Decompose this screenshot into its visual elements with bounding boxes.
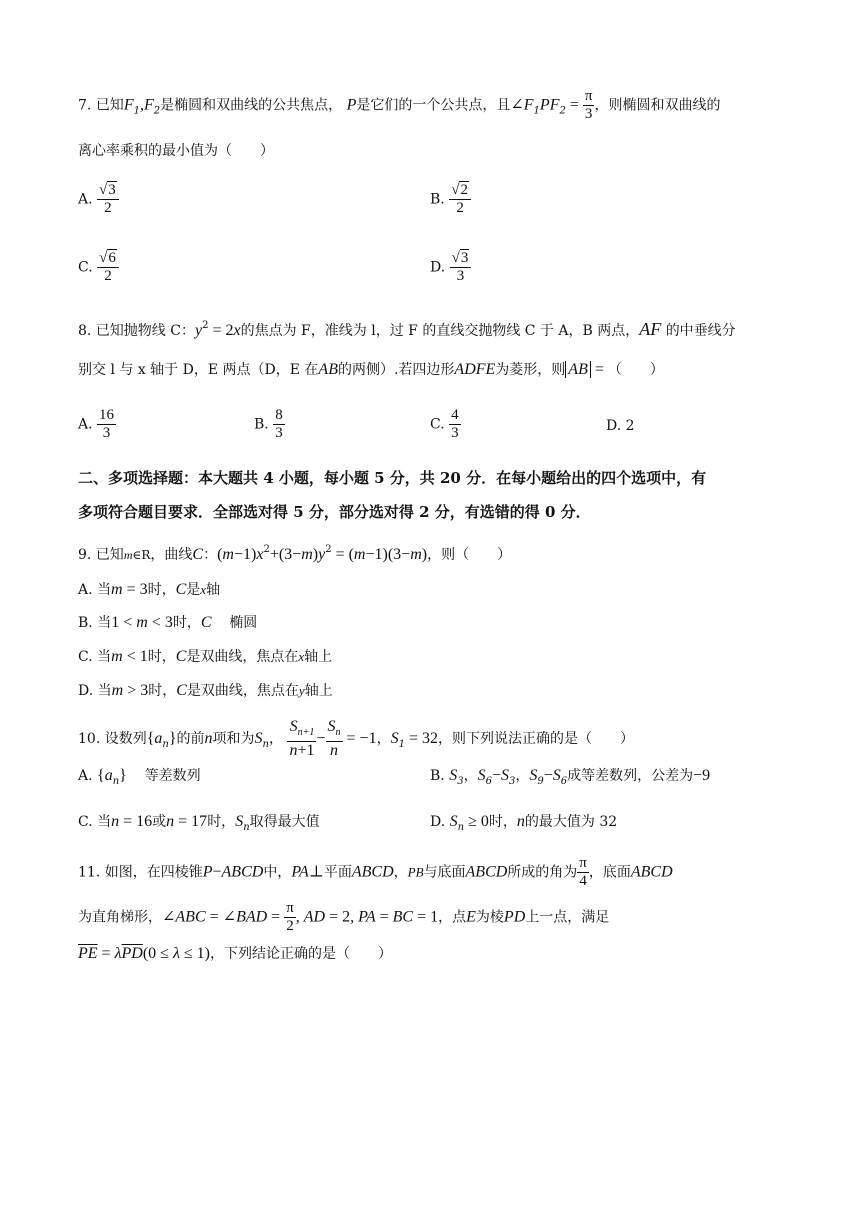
q10-option-c[interactable]: C. 当n = 16或n = 17时，$S_n$取得最大值	[78, 813, 320, 833]
q7-option-b[interactable]: B. $\frac{√2}{2}$	[430, 182, 471, 217]
q8-option-d[interactable]: D. 2	[606, 418, 635, 434]
q7-option-d[interactable]: D. $\frac{√3}{3}$	[430, 250, 471, 285]
q11-line1: 11. 如图，在四棱锥P−ABCD中，PA⊥平面ABCD，PB与底面ABCD所成的角为 $\frac{\pi}{4}$ ，底面ABCD	[78, 855, 673, 889]
q8-option-c[interactable]: C. $\frac{4}{3}$	[430, 407, 459, 441]
q9-option-d[interactable]: D. 当m > 3时，C是双曲线，焦点在y轴上	[78, 682, 333, 699]
q10-stem: 10. 设数列$\{a_n\}$的前n项和为$S_n$， $\frac{S_{n+1}}{n+1}$ − $\frac{S_n}{n}$ = −1，$S_1 = 32$，则下列说法正确的是（ ）	[78, 718, 634, 759]
q9-option-a[interactable]: A. 当m = 3时，C是x轴	[78, 581, 221, 598]
q7-line2: 离心率乘积的最小值为（ ）	[78, 143, 274, 159]
q9-option-b[interactable]: B. 当1 < m < 3时，C 椭圆	[78, 614, 258, 631]
q7-line1: 7. 已知$F_1,F_2$是椭圆和双曲线的公共焦点， P是它们的一个公共点，且$\angle F_1PF_2$ = $\frac{\pi}{3}$ ，则椭圆和双曲线的	[78, 88, 721, 122]
section2-heading-line1: 二、多项选择题：本大题共 4 小题，每小题 5 分，共 20 分．在每小题给出的四个选项中，有	[78, 469, 707, 487]
q11-line3: $\overline{PE} = \lambda\overline{PD}(0 \le \lambda \le 1)$，下列结论正确的是（ ）	[78, 945, 392, 962]
q7-option-c[interactable]: C. $\frac{√6}{2}$	[78, 250, 119, 285]
q11-line2: 为直角梯形，∠ABC = ∠BAD = $\frac{\pi}{2}$ , AD = 2, PA = BC = 1，点E为棱PD上一点，满足	[78, 900, 610, 934]
q8-line2: 别交 l 与 x 轴于 D，E 两点（D，E 在AB的两侧）.若四边形ADFE为菱形，则 AB = （ ）	[78, 361, 664, 378]
q9-stem: 9. 已知m∈R，曲线C：$(m-1)x^2+(3-m)y^2 = (m-1)(3-m)$，则（ ）	[78, 544, 512, 563]
q8-line1: 8. 已知抛物线 C：$y^2 = 2x$的焦点为 F，准线为 l，过 F 的直线交抛物线 C 于 A，B 两点，AF 的中垂线分	[78, 319, 736, 339]
pi-over-3: $\frac{\pi}{3}$	[584, 88, 593, 122]
q10-option-d[interactable]: D. $S_n \ge 0$时，n的最大值为 32	[430, 813, 618, 833]
q7-option-a[interactable]: A. $\frac{√3}{2}$	[78, 182, 119, 217]
q10-option-b[interactable]: B. $S_3$，$S_6-S_3$，$S_9-S_6$成等差数列，公差为−9	[430, 767, 711, 787]
q9-option-c[interactable]: C. 当m < 1时，C是双曲线，焦点在x轴上	[78, 648, 333, 665]
q10-option-a[interactable]: A. $\{a_n\}$ 等差数列	[78, 767, 201, 787]
q8-option-b[interactable]: B. $\frac{8}{3}$	[254, 407, 283, 441]
q8-option-a[interactable]: A. $\frac{16}{3}$	[78, 407, 115, 441]
section2-heading-line2: 多项符合题目要求．全部选对得 5 分，部分选对得 2 分，有选错的得 0 分．	[78, 503, 591, 521]
